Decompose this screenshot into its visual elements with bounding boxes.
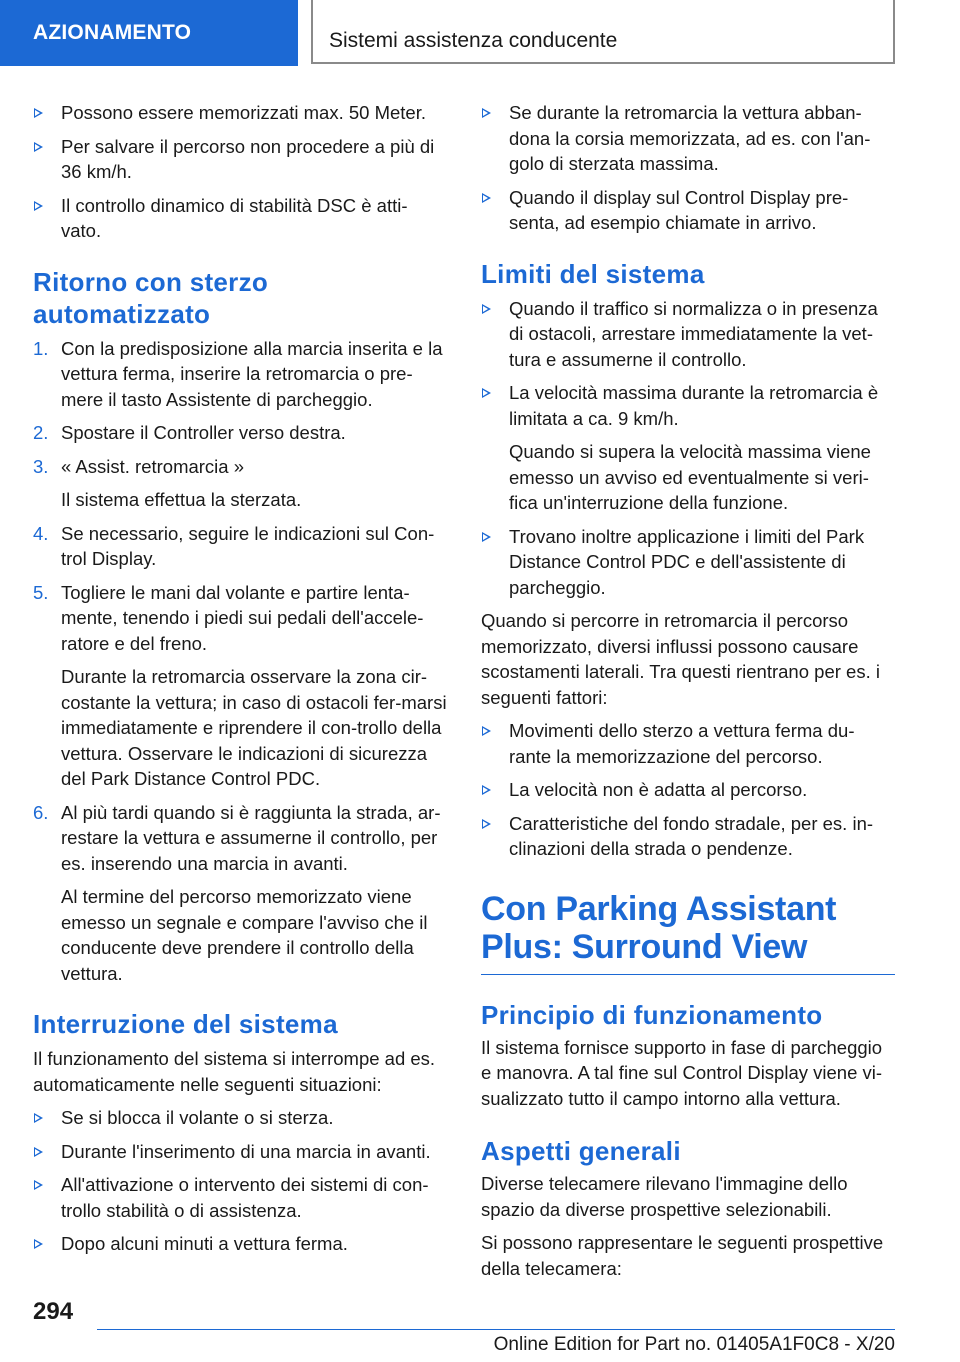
page-number: 294 xyxy=(33,1298,74,1325)
step-number: 1. xyxy=(33,337,49,359)
step-note: Al termine del percorso memorizzato viene emesso un segnale e compare l'avviso che il conducente deve prendere il controllo della vettura. xyxy=(61,886,428,984)
step-item xyxy=(33,336,447,413)
list-item-text: Movimenti dello sterzo a vettura ferma du-rante la memorizzazione del percorso. xyxy=(509,720,855,767)
list-item xyxy=(33,1231,447,1257)
step-text: Con la predisposizione alla marcia inserita e la vettura ferma, inserire la retromarcia o pre-mere il tasto Assistente di parcheggio. xyxy=(61,337,443,410)
list-item xyxy=(481,100,895,177)
step-number: 5. xyxy=(33,581,49,603)
paragraph: Il sistema fornisce supporto in fase di parcheggio e manovra. A tal fine sul Control Display viene vi-sualizzato tutto il campo intorno alla vettura. xyxy=(481,1036,883,1109)
list-item xyxy=(33,193,447,244)
step-text: Togliere le mani dal volante e partire lenta-mente, tenendo i piedi sui pedali dell'accele-ratore e del freno. xyxy=(61,581,424,654)
footer-divider xyxy=(97,1329,895,1330)
step-number: 4. xyxy=(33,522,49,544)
triangle-bullet-icon xyxy=(34,108,43,118)
triangle-bullet-icon xyxy=(482,726,491,736)
right-column xyxy=(481,100,895,1289)
section-heading-principle: Principio di funzionamento xyxy=(481,999,823,1030)
list-item xyxy=(481,718,895,769)
list-item xyxy=(481,524,895,601)
step-item xyxy=(33,580,447,657)
triangle-bullet-icon xyxy=(482,193,491,203)
triangle-bullet-icon xyxy=(482,785,491,795)
list-item-text: Dopo alcuni minuti a vettura ferma. xyxy=(61,1233,348,1254)
list-item xyxy=(481,185,895,236)
step-item xyxy=(33,420,447,446)
list-item-text: Quando il traffico si normalizza o in presenza di ostacoli, arrestare immediatamente la vet-tura e assumerne il controllo. xyxy=(509,297,878,370)
step-item xyxy=(33,800,447,877)
step-note: Il sistema effettua la sterzata. xyxy=(61,489,302,510)
list-item-text: Possono essere memorizzati max. 50 Meter. xyxy=(61,102,427,123)
step-number: 3. xyxy=(33,455,49,477)
triangle-bullet-icon xyxy=(34,1239,43,1249)
section-tab: AZIONAMENTO xyxy=(0,0,298,66)
list-item xyxy=(33,100,447,126)
paragraph: Quando si percorre in retromarcia il percorso memorizzato, diversi influssi possono causare scostamenti laterali. Tra questi rientrano per es. i seguenti fattori: xyxy=(481,610,880,708)
list-item xyxy=(481,296,895,373)
paragraph: Diverse telecamere rilevano l'immagine dello spazio da diverse prospettive selezionabili. xyxy=(481,1173,848,1220)
list-item xyxy=(33,1105,447,1131)
step-number: 6. xyxy=(33,801,49,823)
list-item-text: Se si blocca il volante o si sterza. xyxy=(61,1107,334,1128)
step-item xyxy=(33,521,447,572)
section-heading-general: Aspetti generali xyxy=(481,1136,681,1166)
step-number: 2. xyxy=(33,422,49,443)
triangle-bullet-icon xyxy=(34,142,43,152)
list-item xyxy=(33,1139,447,1165)
list-item-text: Quando il display sul Control Display pre-senta, ad esempio chiamate in arrivo. xyxy=(509,186,849,233)
list-item-note: Quando si supera la velocità massima viene emesso un avviso ed eventualmente si veri-fica un'interruzione della funzione. xyxy=(509,441,871,513)
list-item xyxy=(481,777,895,803)
list-item-text: Durante l'inserimento di una marcia in avanti. xyxy=(61,1140,431,1162)
triangle-bullet-icon xyxy=(482,819,491,829)
edition-note: Online Edition for Part no. 01405A1F0C8 - X/20 xyxy=(493,1334,895,1355)
paragraph: Il funzionamento del sistema si interrompe ad es. automaticamente nelle seguenti situazioni: xyxy=(33,1048,436,1095)
list-item-text: La velocità massima durante la retromarcia è limitata a ca. 9 km/h. xyxy=(509,382,879,429)
list-item xyxy=(481,380,895,431)
step-text: Se necessario, seguire le indicazioni sul Con-trol Display. xyxy=(61,522,435,569)
page-header xyxy=(0,0,960,66)
triangle-bullet-icon xyxy=(482,304,491,314)
chapter-divider xyxy=(481,974,895,975)
section-heading-interruption: Interruzione del sistema xyxy=(33,1009,338,1039)
step-text: Spostare il Controller verso destra. xyxy=(61,422,346,443)
list-item-text: Se durante la retromarcia la vettura abban-dona la corsia memorizzata, ad es. con l'an-golo di sterzata massima. xyxy=(509,102,871,174)
left-column xyxy=(33,100,447,1265)
step-item xyxy=(33,454,447,480)
list-item-text: All'attivazione o intervento dei sistemi di con-trollo stabilità o di assistenza. xyxy=(61,1174,429,1221)
triangle-bullet-icon xyxy=(34,1113,43,1123)
triangle-bullet-icon xyxy=(34,1180,43,1190)
step-text: Al più tardi quando si è raggiunta la strada, ar-restare la vettura e assumerne il controllo, per es. inserendo una marcia in avanti. xyxy=(61,801,441,874)
triangle-bullet-icon xyxy=(482,388,491,398)
list-item-text: Il controllo dinamico di stabilità DSC è atti-vato. xyxy=(61,194,408,241)
list-item-text: Per salvare il percorso non procedere a più di 36 km/h. xyxy=(61,135,435,182)
list-item-text: La velocità non è adatta al percorso. xyxy=(509,779,808,800)
triangle-bullet-icon xyxy=(482,532,491,542)
subsection-title xyxy=(311,0,895,64)
step-text: « Assist. retromarcia » xyxy=(61,455,245,477)
list-item xyxy=(33,1172,447,1223)
list-item xyxy=(481,811,895,862)
section-heading-limits: Limiti del sistema xyxy=(481,258,705,289)
paragraph: Si possono rappresentare le seguenti prospettive della telecamera: xyxy=(481,1232,884,1279)
section-heading-return: Ritorno con sterzo automatizzato xyxy=(33,266,269,329)
list-item-text: Trovano inoltre applicazione i limiti del Park Distance Control PDC e dell'assistente di parcheggio. xyxy=(509,525,865,598)
triangle-bullet-icon xyxy=(34,1147,43,1157)
triangle-bullet-icon xyxy=(482,108,491,118)
triangle-bullet-icon xyxy=(34,201,43,211)
list-item xyxy=(33,134,447,185)
step-note: Durante la retromarcia osservare la zona cir-costante la vettura; in caso di ostacoli fer-marsi immediatamente e riprendere il con-trollo della vettura. Osservare le indicazioni di sicurezza del Park Distance Control PDC. xyxy=(61,666,447,789)
list-item-text: Caratteristiche del fondo stradale, per es. in-clinazioni della strada o pendenze. xyxy=(509,812,874,859)
chapter-heading: Con Parking Assistant Plus: Surround View xyxy=(481,889,837,966)
subsection-title-text: Sistemi assistenza conducente xyxy=(329,28,618,52)
